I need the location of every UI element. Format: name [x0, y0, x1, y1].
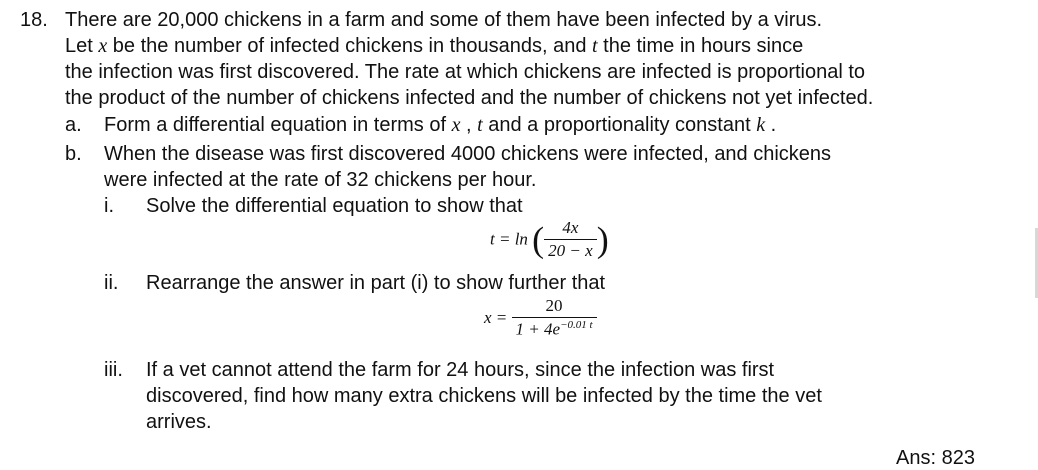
sub-i-text: Solve the differential equation to show that: [146, 195, 523, 217]
denominator-base: 1 + 4e: [515, 319, 561, 339]
answer-text: Ans: 823: [896, 447, 975, 469]
fraction: [512, 296, 597, 340]
fraction: [544, 218, 597, 261]
equation-x: [484, 296, 597, 340]
fraction-denominator: 20 − x: [548, 241, 593, 260]
question-number: 18.: [20, 9, 48, 31]
equation-t-lhs: t = ln: [490, 229, 528, 249]
fraction-numerator: 4x: [562, 218, 579, 237]
fraction-numerator: 20: [545, 296, 563, 315]
var-x: x: [98, 35, 108, 57]
denominator-exponent: −0.01 t: [560, 319, 593, 331]
intro-text-2a: Let: [65, 35, 99, 57]
intro-text-2b: be the number of infected chickens in thousands, and: [107, 35, 593, 57]
intro-text-2c: the time in hours since: [597, 35, 804, 57]
left-paren: (: [532, 219, 545, 260]
question-line-1: [20, 8, 823, 32]
intro-text-1: There are 20,000 chickens in a farm and some of them have been infected by a virus.: [65, 9, 823, 31]
sub-i-label: i.: [104, 195, 114, 217]
sub-ii-text: Rearrange the answer in part (i) to show further that: [146, 272, 606, 294]
part-a-label: a.: [65, 114, 82, 136]
sub-iii-line-1: If a vet cannot attend the farm for 24 hours, since the infection was first: [146, 359, 775, 381]
right-paren: ): [596, 219, 609, 260]
part-a-text: [104, 113, 776, 137]
fraction-denominator: [512, 319, 597, 340]
equation-t: [490, 218, 609, 261]
part-b-line-1: When the disease was first discovered 4000 chickens were infected, and chickens: [104, 143, 832, 165]
part-a-text-b: and a proportionality constant: [482, 114, 757, 136]
fraction-bar: [512, 317, 597, 318]
sub-ii-label: ii.: [104, 272, 119, 294]
sub-iii-label: iii.: [104, 359, 123, 381]
var-k: k: [756, 114, 766, 136]
comma: ,: [460, 114, 478, 136]
var-t: t: [477, 114, 483, 136]
question-line-3: the infection was first discovered. The rate at which chickens are infected is proportional to: [65, 61, 866, 83]
sub-iii-line-2: discovered, find how many extra chickens will be infected by the time the vet: [146, 385, 822, 407]
period: .: [765, 114, 777, 136]
part-b-line-2: were infected at the rate of 32 chickens per hour.: [104, 169, 537, 191]
question-line-2: [65, 34, 803, 58]
equation-x-lhs: x =: [484, 307, 508, 327]
fraction-bar: [544, 239, 597, 240]
part-a-text-a: Form a differential equation in terms of: [104, 114, 452, 136]
question-line-4: the product of the number of chickens infected and the number of chickens not yet infected.: [65, 87, 874, 109]
sub-iii-line-3: arrives.: [146, 411, 212, 433]
part-b-label: b.: [65, 143, 82, 165]
var-t: t: [592, 35, 598, 57]
var-x: x: [451, 114, 461, 136]
